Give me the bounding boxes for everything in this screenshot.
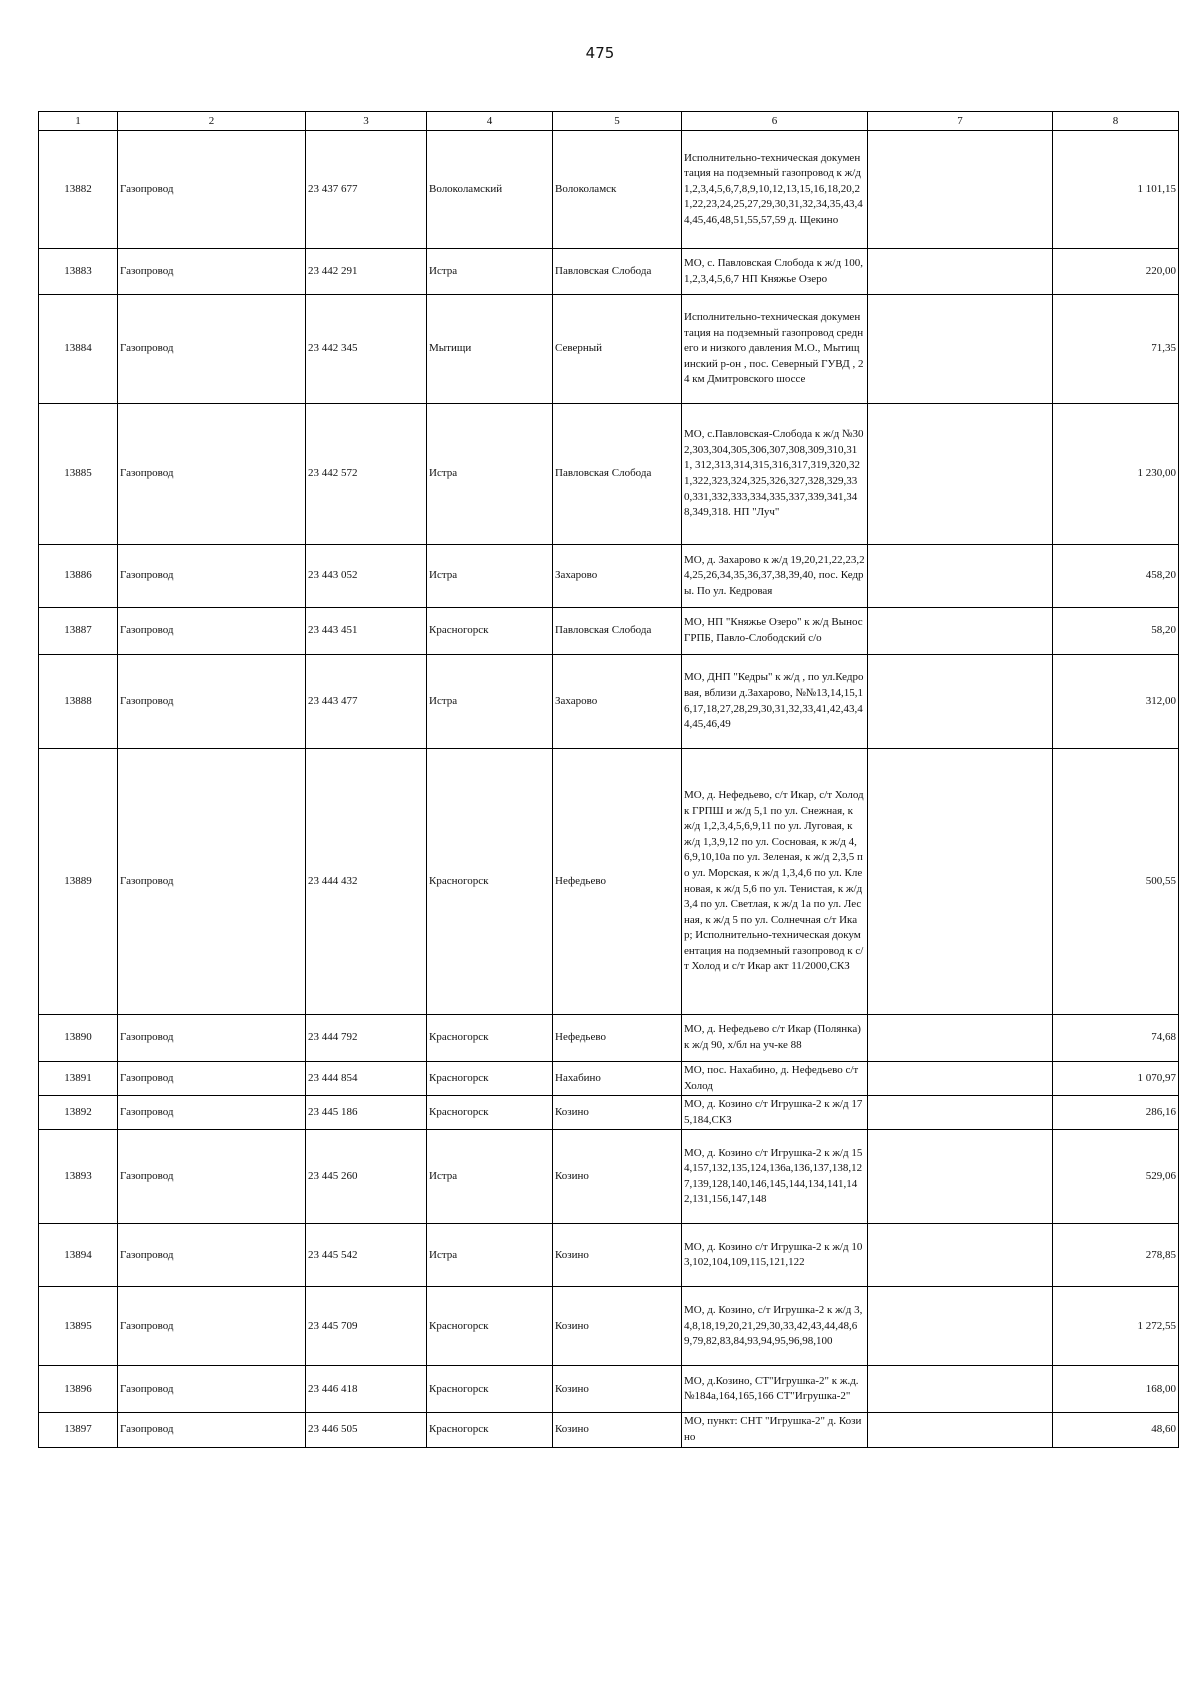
inventory-code: 23 445 542: [306, 1224, 427, 1287]
row-number: 13896: [39, 1366, 118, 1413]
value: 1 101,15: [1053, 131, 1179, 249]
object-name: Газопровод: [118, 749, 306, 1015]
locality: Нефедьево: [553, 1015, 682, 1062]
note-cell: [868, 655, 1053, 749]
address-description: МО, д. Козино с/т Игрушка-2 к ж/д 175,184,СКЗ: [682, 1096, 868, 1130]
district: Истра: [427, 1130, 553, 1224]
note-cell: [868, 1224, 1053, 1287]
row-number: 13886: [39, 545, 118, 608]
value: 458,20: [1053, 545, 1179, 608]
address-description: МО, пос. Нахабино, д. Нефедьево с/т Холод: [682, 1062, 868, 1096]
address-description: МО, ДНП "Кедры" к ж/д , по ул.Кедровая, вблизи д.Захарово, №№13,14,15,16,17,18,27,28,29,30,31,32,33,41,42,43,44,45,46,49: [682, 655, 868, 749]
row-number: 13887: [39, 608, 118, 655]
value: 312,00: [1053, 655, 1179, 749]
object-name: Газопровод: [118, 1224, 306, 1287]
locality: Козино: [553, 1096, 682, 1130]
address-description: МО, д.Козино, СТ"Игрушка-2" к ж.д.№184а,164,165,166 СТ"Игрушка-2": [682, 1366, 868, 1413]
district: Истра: [427, 249, 553, 295]
table-row: [39, 249, 1179, 295]
inventory-code: 23 444 854: [306, 1062, 427, 1096]
district: Истра: [427, 655, 553, 749]
inventory-code: 23 445 709: [306, 1287, 427, 1366]
value: 286,16: [1053, 1096, 1179, 1130]
object-name: Газопровод: [118, 655, 306, 749]
district: Красногорск: [427, 749, 553, 1015]
table-row: [39, 1096, 1179, 1130]
locality: Козино: [553, 1366, 682, 1413]
value: 1 070,97: [1053, 1062, 1179, 1096]
value: 500,55: [1053, 749, 1179, 1015]
inventory-code: 23 446 418: [306, 1366, 427, 1413]
object-name: Газопровод: [118, 1096, 306, 1130]
row-number: 13894: [39, 1224, 118, 1287]
object-name: Газопровод: [118, 1287, 306, 1366]
address-description: МО, с. Павловская Слобода к ж/д 100,1,2,3,4,5,6,7 НП Княжье Озеро: [682, 249, 868, 295]
district: Красногорск: [427, 1413, 553, 1447]
district: Красногорск: [427, 1015, 553, 1062]
address-description: МО, пункт: СНТ "Игрушка-2" д. Козино: [682, 1413, 868, 1447]
object-name: Газопровод: [118, 1130, 306, 1224]
row-number: 13888: [39, 655, 118, 749]
inventory-code: 23 442 291: [306, 249, 427, 295]
locality: Козино: [553, 1224, 682, 1287]
value: 48,60: [1053, 1413, 1179, 1447]
object-name: Газопровод: [118, 1015, 306, 1062]
header-cell-5: 5: [553, 112, 682, 131]
object-name: Газопровод: [118, 1413, 306, 1447]
note-cell: [868, 1413, 1053, 1447]
row-number: 13891: [39, 1062, 118, 1096]
locality: Павловская Слобода: [553, 249, 682, 295]
row-number: 13892: [39, 1096, 118, 1130]
header-cell-7: 7: [868, 112, 1053, 131]
locality: Павловская Слобода: [553, 608, 682, 655]
object-name: Газопровод: [118, 404, 306, 545]
address-description: МО, с.Павловская-Слобода к ж/д №302,303,304,305,306,307,308,309,310,311, 312,313,314,315,316,317,319,320,321,322,323,324,325,326,327,328,329,330,331,332,333,334,335,337,339,341,348,349,318. НП "Луч": [682, 404, 868, 545]
address-description: МО, д. Козино, с/т Игрушка-2 к ж/д 3,4,8,18,19,20,21,29,30,33,42,43,44,48,69,79,82,83,84,93,94,95,96,98,100: [682, 1287, 868, 1366]
locality: Павловская Слобода: [553, 404, 682, 545]
object-name: Газопровод: [118, 1062, 306, 1096]
district: Красногорск: [427, 608, 553, 655]
inventory-code: 23 445 186: [306, 1096, 427, 1130]
value: 74,68: [1053, 1015, 1179, 1062]
note-cell: [868, 131, 1053, 249]
locality: Козино: [553, 1130, 682, 1224]
locality: Волоколамск: [553, 131, 682, 249]
inventory-code: 23 444 792: [306, 1015, 427, 1062]
header-cell-1: 1: [39, 112, 118, 131]
value: 168,00: [1053, 1366, 1179, 1413]
locality: Нахабино: [553, 1062, 682, 1096]
table-row: [39, 295, 1179, 404]
row-number: 13895: [39, 1287, 118, 1366]
locality: Захарово: [553, 545, 682, 608]
note-cell: [868, 404, 1053, 545]
table-row: [39, 1413, 1179, 1447]
table-row: [39, 1062, 1179, 1096]
locality: Нефедьево: [553, 749, 682, 1015]
table-row: [39, 1130, 1179, 1224]
district: Волоколамский: [427, 131, 553, 249]
table-row: [39, 608, 1179, 655]
object-name: Газопровод: [118, 1366, 306, 1413]
district: Красногорск: [427, 1366, 553, 1413]
table-row: [39, 655, 1179, 749]
table-row: [39, 1224, 1179, 1287]
registry-table: [38, 111, 1179, 1448]
address-description: Исполнительно-техническая документация на подземный газопровод среднего и низкого давления М.О., Мытищинский р-он , пос. Северный ГУВД , 24 км Дмитровского шоссе: [682, 295, 868, 404]
locality: Захарово: [553, 655, 682, 749]
header-cell-3: 3: [306, 112, 427, 131]
object-name: Газопровод: [118, 249, 306, 295]
note-cell: [868, 608, 1053, 655]
address-description: МО, д. Нефедьево, с/т Икар, с/т Холод к ГРПШ и ж/д 5,1 по ул. Снежная, к ж/д 1,2,3,4,5,6,9,11 по ул. Луговая, к ж/д 1,3,9,12 по ул. Сосновая, к ж/д 4,6,9,10,10а по ул. Зеленая, к ж/д 2,3,5 по ул. Морская, к ж/д 1,3,4,6 по ул. Кленовая, к ж/д 5,6 по ул. Тенистая, к ж/д 3,4 по ул. Светлая, к ж/д 1а по ул. Лесная, к ж/д 5 по ул. Солнечная с/т Икар; Исполнительно-техническая документация на подземный газопровод к с/т Холод и с/т Икар акт 11/2000,СКЗ: [682, 749, 868, 1015]
district: Красногорск: [427, 1096, 553, 1130]
inventory-code: 23 446 505: [306, 1413, 427, 1447]
row-number: 13883: [39, 249, 118, 295]
table-row: [39, 545, 1179, 608]
note-cell: [868, 249, 1053, 295]
address-description: МО, д. Захарово к ж/д 19,20,21,22,23,24,25,26,34,35,36,37,38,39,40, пос. Кедры. По ул. Кедровая: [682, 545, 868, 608]
note-cell: [868, 1287, 1053, 1366]
row-number: 13882: [39, 131, 118, 249]
locality: Козино: [553, 1287, 682, 1366]
locality: Козино: [553, 1413, 682, 1447]
header-cell-8: 8: [1053, 112, 1179, 131]
address-description: МО, д. Козино с/т Игрушка-2 к ж/д 154,157,132,135,124,136а,136,137,138,127,139,128,140,146,145,144,134,141,142,131,156,147,148: [682, 1130, 868, 1224]
value: 220,00: [1053, 249, 1179, 295]
table-row: [39, 1015, 1179, 1062]
table-row: [39, 1366, 1179, 1413]
value: 1 230,00: [1053, 404, 1179, 545]
district: Истра: [427, 1224, 553, 1287]
value: 278,85: [1053, 1224, 1179, 1287]
row-number: 13889: [39, 749, 118, 1015]
district: Красногорск: [427, 1287, 553, 1366]
district: Истра: [427, 404, 553, 545]
inventory-code: 23 444 432: [306, 749, 427, 1015]
note-cell: [868, 545, 1053, 608]
district: Истра: [427, 545, 553, 608]
value: 529,06: [1053, 1130, 1179, 1224]
object-name: Газопровод: [118, 608, 306, 655]
inventory-code: 23 445 260: [306, 1130, 427, 1224]
note-cell: [868, 1366, 1053, 1413]
value: 58,20: [1053, 608, 1179, 655]
address-description: МО, д. Нефедьево с/т Икар (Полянка) к ж/д 90, х/бл на уч-ке 88: [682, 1015, 868, 1062]
note-cell: [868, 749, 1053, 1015]
table-row: [39, 131, 1179, 249]
note-cell: [868, 1096, 1053, 1130]
locality: Северный: [553, 295, 682, 404]
object-name: Газопровод: [118, 545, 306, 608]
district: Мытищи: [427, 295, 553, 404]
address-description: Исполнительно-техническая документация на подземный газопровод к ж/д 1,2,3,4,5,6,7,8,9,10,12,13,15,16,18,20,21,22,23,24,25,27,29,30,31,32,34,35,43,44,45,46,48,51,55,57,59 д. Щекино: [682, 131, 868, 249]
row-number: 13885: [39, 404, 118, 545]
note-cell: [868, 1062, 1053, 1096]
value: 1 272,55: [1053, 1287, 1179, 1366]
table-row: [39, 749, 1179, 1015]
note-cell: [868, 295, 1053, 404]
value: 71,35: [1053, 295, 1179, 404]
note-cell: [868, 1130, 1053, 1224]
object-name: Газопровод: [118, 131, 306, 249]
row-number: 13884: [39, 295, 118, 404]
row-number: 13890: [39, 1015, 118, 1062]
inventory-code: 23 443 477: [306, 655, 427, 749]
header-row: [39, 112, 1179, 131]
row-number: 13893: [39, 1130, 118, 1224]
table-row: [39, 404, 1179, 545]
object-name: Газопровод: [118, 295, 306, 404]
table-row: [39, 1287, 1179, 1366]
inventory-code: 23 443 451: [306, 608, 427, 655]
row-number: 13897: [39, 1413, 118, 1447]
address-description: МО, д. Козино с/т Игрушка-2 к ж/д 103,102,104,109,115,121,122: [682, 1224, 868, 1287]
address-description: МО, НП "Княжье Озеро" к ж/д Вынос ГРПБ, Павло-Слободский с/о: [682, 608, 868, 655]
district: Красногорск: [427, 1062, 553, 1096]
page-number: 475: [585, 44, 615, 62]
inventory-code: 23 442 572: [306, 404, 427, 545]
inventory-code: 23 442 345: [306, 295, 427, 404]
header-cell-2: 2: [118, 112, 306, 131]
inventory-code: 23 437 677: [306, 131, 427, 249]
header-cell-6: 6: [682, 112, 868, 131]
header-cell-4: 4: [427, 112, 553, 131]
note-cell: [868, 1015, 1053, 1062]
inventory-code: 23 443 052: [306, 545, 427, 608]
